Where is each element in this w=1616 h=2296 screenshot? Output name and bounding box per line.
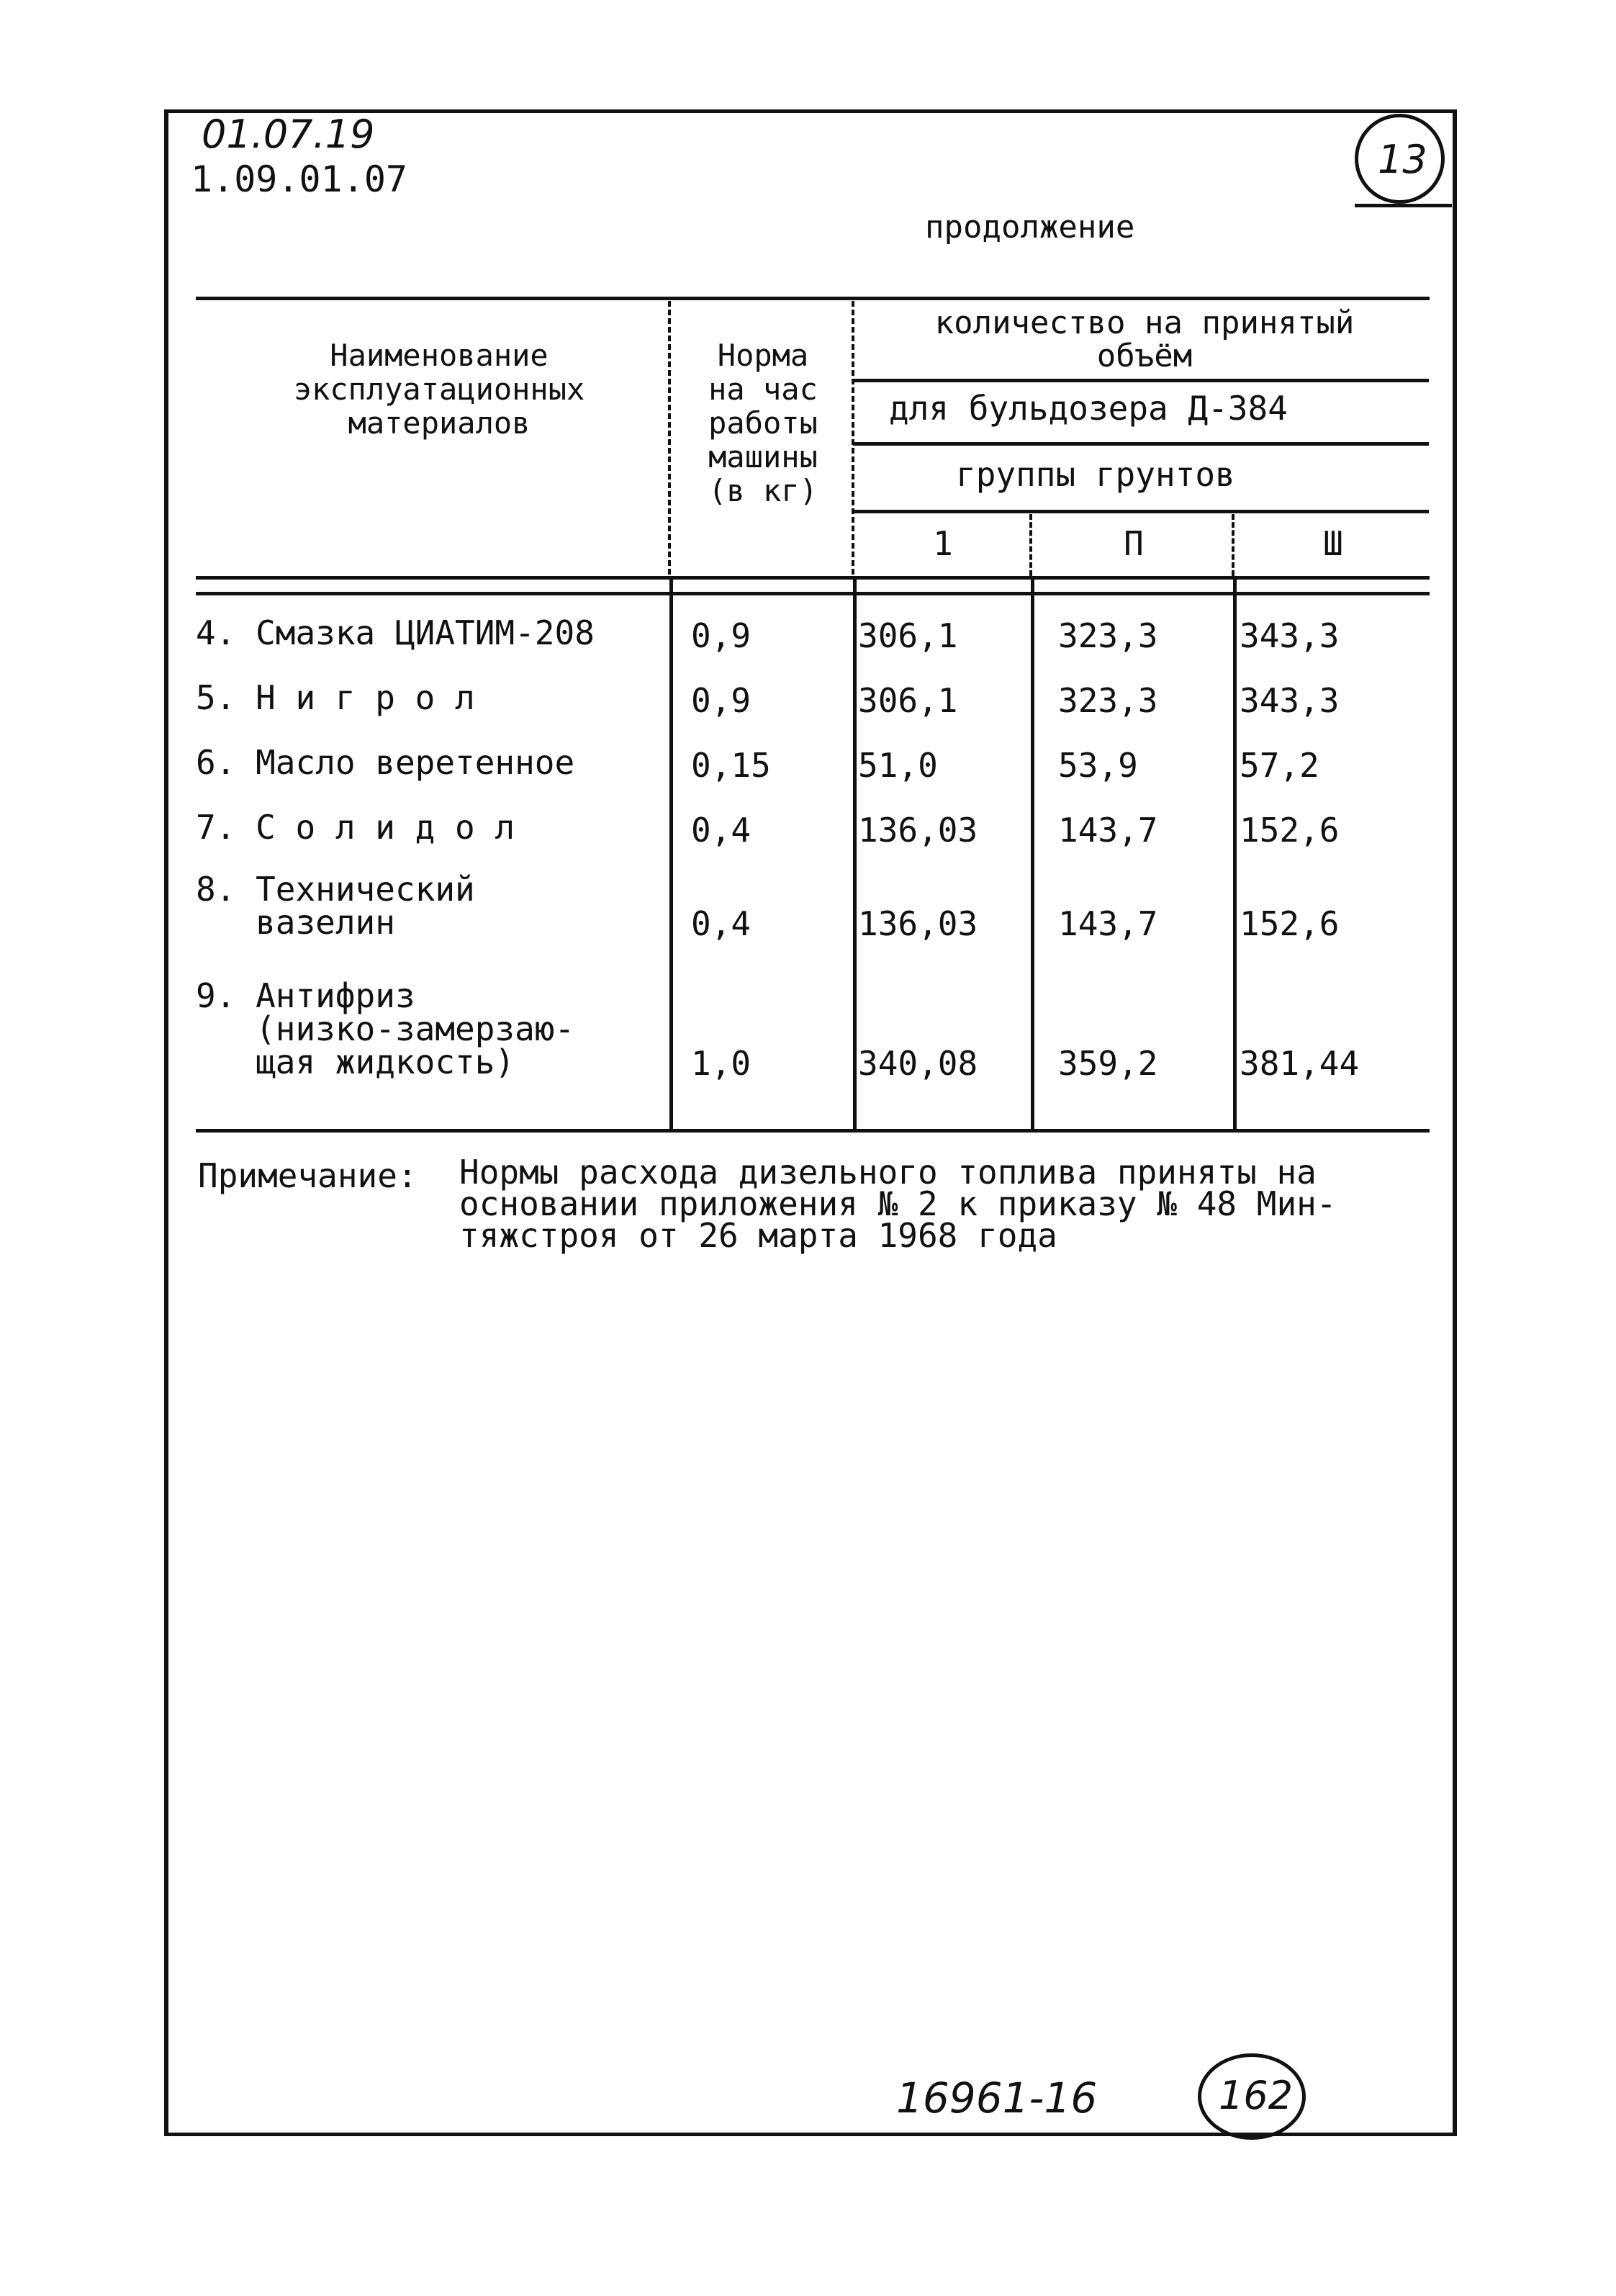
row-norm: 0,9 bbox=[691, 681, 751, 720]
group-divider-1 bbox=[1029, 514, 1032, 576]
row-name-line: 4. Смазка ЦИАТИМ-208 bbox=[196, 613, 595, 652]
row-value-3: 343,3 bbox=[1240, 681, 1340, 720]
row-value-2: 323,3 bbox=[1058, 681, 1158, 720]
row-name-line: 9. Антифриз bbox=[196, 976, 415, 1015]
page-number: 13 bbox=[1378, 137, 1427, 182]
header-bottom-rule-1 bbox=[196, 576, 1430, 580]
row-value-3: 57,2 bbox=[1240, 746, 1319, 785]
row-norm: 0,4 bbox=[691, 811, 751, 850]
row-name-line: щая жидкость) bbox=[196, 1043, 515, 1081]
row-name bbox=[196, 870, 475, 942]
header-bottom-rule-2 bbox=[196, 592, 1430, 595]
row-value-3: 152,6 bbox=[1240, 904, 1340, 943]
doc-code: 1.09.01.07 bbox=[191, 158, 408, 200]
row-name bbox=[196, 976, 575, 1081]
row-name-line: 7. С о л и д о л bbox=[196, 808, 515, 847]
row-value-2: 143,7 bbox=[1058, 811, 1158, 850]
row-name bbox=[196, 678, 475, 717]
table-bottom-rule bbox=[196, 1129, 1430, 1133]
groups-header-rule bbox=[853, 510, 1429, 513]
row-value-3: 152,6 bbox=[1240, 811, 1340, 850]
continuation-label: продолжение bbox=[925, 209, 1135, 246]
machine-header: для бульдозера Д-384 bbox=[889, 389, 1288, 428]
row-value-1: 136,03 bbox=[858, 811, 978, 850]
groups-header: группы грунтов bbox=[956, 455, 1235, 494]
row-name-line: вазелин bbox=[196, 903, 395, 942]
group-col-3: Ш bbox=[1323, 524, 1343, 563]
col-norm-header: Норма на час работы машины (в кг) bbox=[708, 338, 818, 508]
col-divider-2 bbox=[853, 576, 857, 1130]
machine-header-rule bbox=[853, 442, 1429, 446]
row-name bbox=[196, 613, 595, 652]
row-value-2: 143,7 bbox=[1058, 904, 1158, 943]
row-value-1: 306,1 bbox=[858, 616, 958, 655]
row-name-line: 6. Масло веретенное bbox=[196, 743, 575, 782]
circled-number-badge bbox=[1198, 2053, 1306, 2140]
row-norm: 1,0 bbox=[691, 1044, 751, 1083]
row-norm: 0,9 bbox=[691, 616, 751, 655]
page-number-badge bbox=[1355, 114, 1448, 207]
group-col-2: П bbox=[1124, 524, 1144, 563]
row-value-1: 306,1 bbox=[858, 681, 958, 720]
row-value-1: 51,0 bbox=[858, 746, 938, 785]
note-label: Примечание: bbox=[198, 1156, 417, 1195]
row-value-1: 340,08 bbox=[858, 1044, 978, 1083]
col-divider-1 bbox=[669, 576, 673, 1130]
row-name bbox=[196, 808, 515, 847]
table-top-rule bbox=[196, 297, 1430, 300]
col-name-header: Наименование эксплуатационных материалов bbox=[293, 338, 585, 441]
row-norm: 0,4 bbox=[691, 904, 751, 943]
row-value-2: 359,2 bbox=[1058, 1044, 1158, 1083]
row-value-3: 381,44 bbox=[1240, 1044, 1360, 1083]
row-name-line: 8. Технический bbox=[196, 870, 475, 909]
row-value-3: 343,3 bbox=[1240, 616, 1340, 655]
row-value-2: 53,9 bbox=[1058, 746, 1138, 785]
qty-header: количество на принятый объём bbox=[934, 305, 1355, 374]
header-divider-1 bbox=[668, 301, 671, 575]
row-value-2: 323,3 bbox=[1058, 616, 1158, 655]
group-col-1: 1 bbox=[933, 524, 953, 563]
col-divider-3 bbox=[1031, 576, 1034, 1130]
row-name bbox=[196, 743, 575, 782]
row-norm: 0,15 bbox=[691, 746, 771, 785]
col-divider-4 bbox=[1233, 576, 1237, 1130]
note-text: Нормы расхода дизельного топлива приняты на основании приложения № 2 к приказу № 48 Мин- тяжстроя от 26 марта 1968 года bbox=[459, 1153, 1337, 1255]
row-value-1: 136,03 bbox=[858, 904, 978, 943]
handwritten-code: 01.07.19 bbox=[202, 112, 375, 157]
row-name-line: (низко-замерзаю- bbox=[196, 1009, 575, 1048]
handwritten-ref: 16961-16 bbox=[896, 2074, 1098, 2122]
qty-header-rule bbox=[853, 379, 1429, 382]
header-divider-2 bbox=[852, 301, 854, 575]
row-name-line: 5. Н и г р о л bbox=[196, 678, 475, 717]
circled-number: 162 bbox=[1219, 2073, 1294, 2118]
